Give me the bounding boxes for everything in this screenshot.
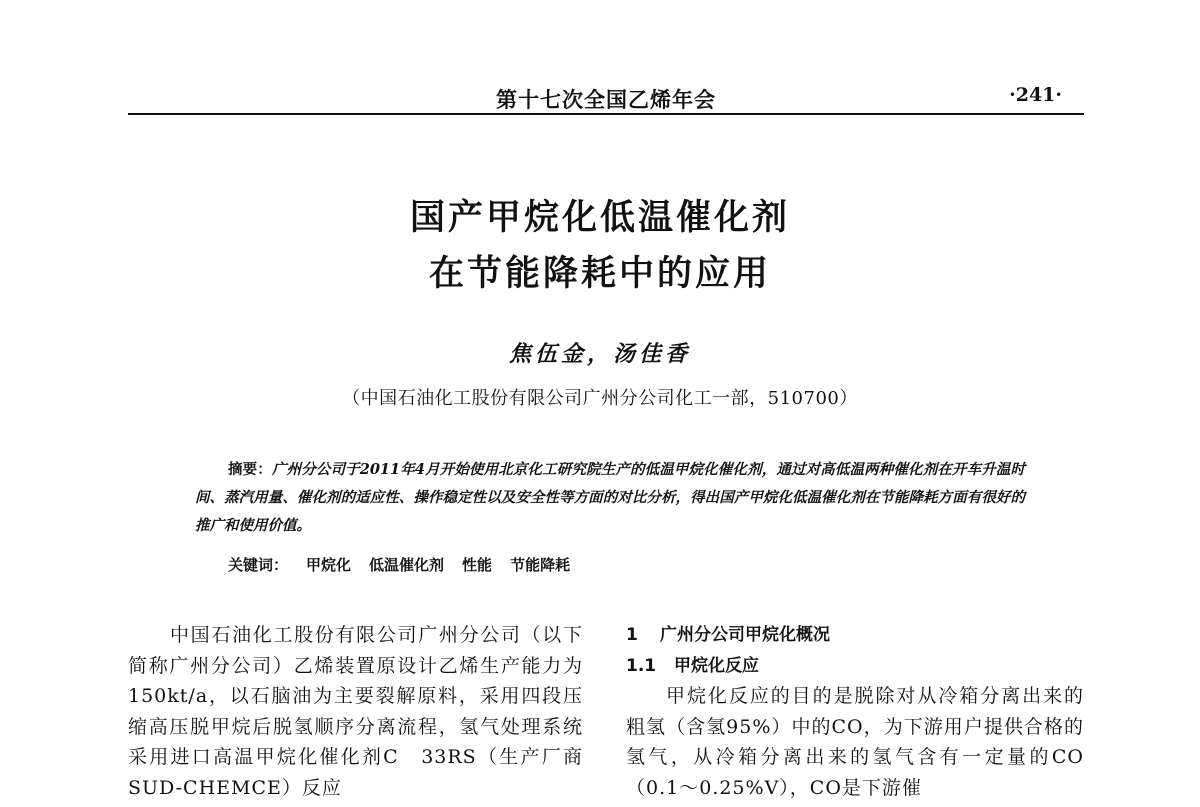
section-title: 广州分公司甲烷化概况	[660, 625, 830, 645]
abstract-text: 广州分公司于2011年4月开始使用北京化工研究院生产的低温甲烷化催化剂，通过对高低温两种催化剂在开车升温时间、蒸汽用量、催化剂的适应性、操作稳定性以及安全性等方面的对比分析，得出国产甲烷化低温催化剂在节能降耗方面有很好的推广和使用价值。	[195, 461, 1026, 534]
body-column-right	[626, 620, 1084, 803]
keyword: 节能降耗	[510, 556, 571, 574]
keyword: 甲烷化	[306, 556, 352, 574]
keyword: 性能	[462, 556, 493, 574]
conference-name: 第十七次全国乙烯年会	[496, 87, 716, 112]
page-number: ·241·	[1009, 84, 1062, 106]
affiliation: （中国石油化工股份有限公司广州分公司化工一部，510700）	[342, 388, 858, 409]
body-paragraph: 甲烷化反应的目的是脱除对从冷箱分离出来的粗氢（含氢95%）中的CO，为下游用户提供合格的氢气，从冷箱分离出来的氢气含有一定量的CO（0.1～0.25%V），CO是下游催	[626, 685, 1084, 799]
authors: 焦伍金，汤佳香	[508, 341, 691, 367]
running-head	[128, 78, 1084, 112]
subsection-number: 1.1	[626, 655, 657, 676]
title-line-1: 国产甲烷化低温催化剂	[409, 198, 790, 238]
abstract-label: 摘要：	[228, 461, 272, 478]
header-rule	[128, 113, 1084, 115]
title-line-2: 在节能降耗中的应用	[428, 254, 771, 294]
keywords	[228, 554, 570, 575]
body-paragraph: 中国石油化工股份有限公司广州分公司（以下简称广州分公司）乙烯装置原设计乙烯生产能力为150kt/a，以石脑油为主要裂解原料，采用四段压缩高压脱甲烷后脱氢顺序分离流程，氢气处理系统采用进口高温甲烷化催化剂C 33RS（生产厂商SUD-CHEMCE）反应	[128, 624, 583, 799]
abstract	[195, 456, 1025, 540]
section-number: 1	[626, 625, 638, 645]
subsection-heading	[626, 651, 1084, 682]
keyword: 低温催化剂	[369, 556, 445, 574]
body-column-left	[128, 620, 583, 803]
section-heading	[626, 620, 1084, 651]
subsection-title: 甲烷化反应	[674, 655, 759, 676]
keywords-label: 关键词：	[228, 556, 289, 574]
